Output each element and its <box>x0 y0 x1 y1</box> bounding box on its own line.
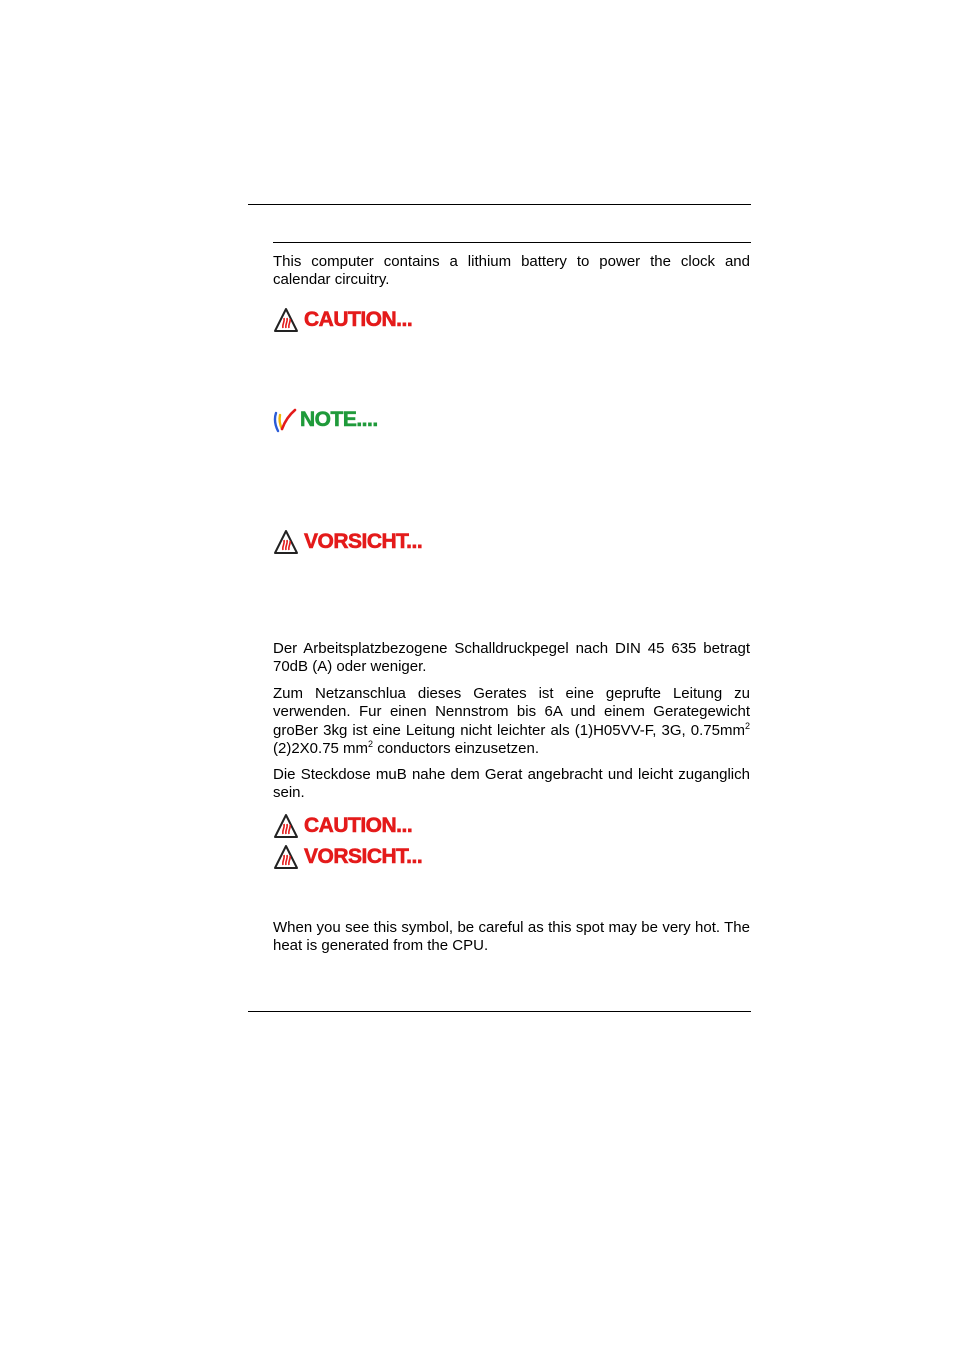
caution-text: CAUTION... <box>304 308 413 331</box>
cable-text-a: Zum Netzanschlua dieses Gerates ist eine geprufte Leitung zu verwenden. Fur einen Nennstrom bis 6A und einem Gerategewicht groBer 3kg ist eine Leitung nicht leichter als (1)H05VV-F, 3G, 0.75mm <box>273 685 750 739</box>
note-label <box>273 405 378 435</box>
vorsicht-label-2 <box>273 842 422 872</box>
vorsicht-label <box>273 527 422 557</box>
warning-triangle-icon <box>273 813 299 839</box>
header-rule-top <box>248 204 751 205</box>
caution-label <box>273 305 412 335</box>
hot-paragraph: When you see this symbol, be careful as this spot may be very hot. The heat is generated from the CPU. <box>273 919 750 955</box>
vorsicht-text: VORSICHT... <box>304 530 423 553</box>
note-check-icon <box>273 407 297 433</box>
footer-rule <box>248 1011 751 1012</box>
warning-triangle-icon <box>273 529 299 555</box>
warning-triangle-icon <box>273 844 299 870</box>
vorsicht-text-2: VORSICHT... <box>304 845 423 868</box>
caution-label-2 <box>273 811 412 841</box>
warning-triangle-icon <box>273 307 299 333</box>
cable-superscript-1: 2 <box>744 720 750 731</box>
cable-text-b: (2)2X0.75 mm <box>273 739 369 757</box>
cable-superscript-2: 2 <box>368 738 374 749</box>
cable-text-c: conductors einzusetzen. <box>373 739 539 757</box>
socket-paragraph: Die Steckdose muB nahe dem Gerat angebracht und leicht zuganglich sein. <box>273 766 750 802</box>
cable-paragraph <box>273 685 750 758</box>
caution-text-2: CAUTION... <box>304 814 413 837</box>
note-text: NOTE.... <box>300 408 378 431</box>
battery-paragraph: This computer contains a lithium battery to power the clock and calendar circuitry. <box>273 253 750 289</box>
header-rule-bottom <box>273 242 751 243</box>
sound-paragraph: Der Arbeitsplatzbezogene Schalldruckpegel nach DIN 45 635 betragt 70dB (A) oder weniger. <box>273 640 750 676</box>
